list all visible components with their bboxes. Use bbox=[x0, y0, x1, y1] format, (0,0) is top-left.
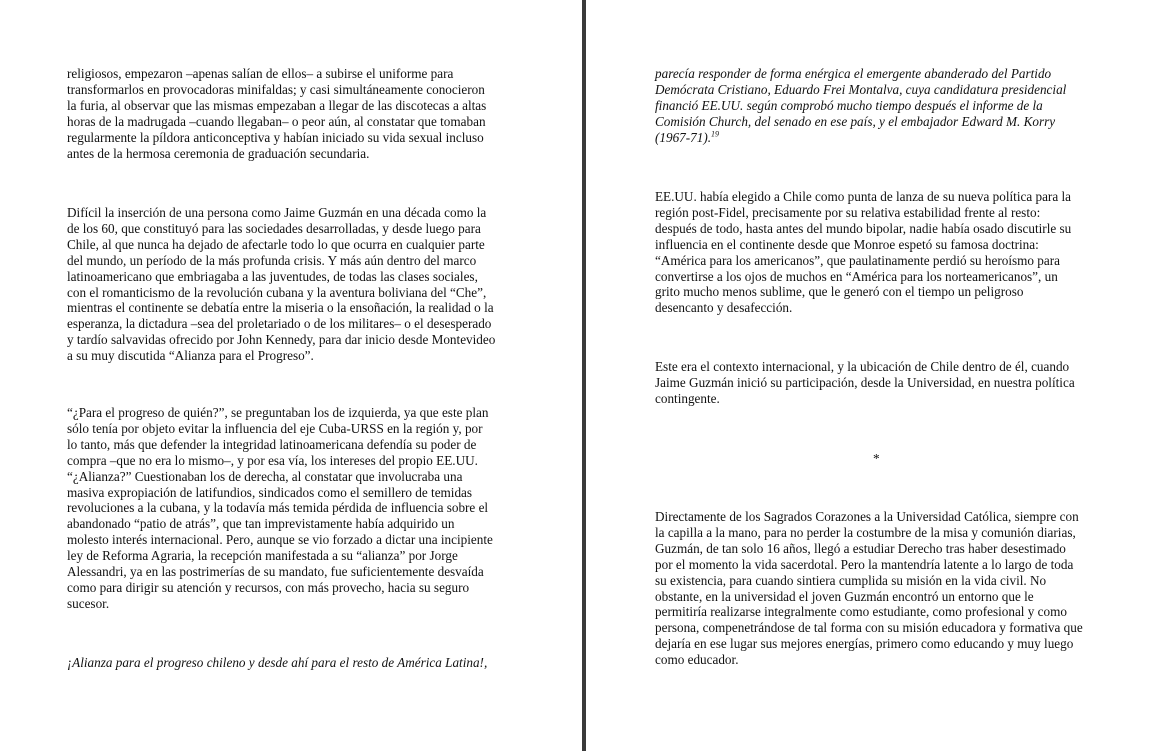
left-page bbox=[0, 0, 582, 751]
right-page bbox=[586, 0, 1168, 751]
paragraph-religiosos: religiosos, empezaron –apenas salían de ellos– a subirse el uniforme para transformarlos en provocadoras minifaldas; y casi simultáneamente conocieron la furia, al observar que las mismas empezaban a llegar de las discotecas a altas horas de la madrugada –cuando llegaban– o peor aún, al constatar que tomaban regularmente la píldora anticonceptiva y habían iniciado su vida sexual incluso antes de la hermosa ceremonia de graduación secundaria. bbox=[67, 66, 487, 161]
paragraph-progreso-de-quien: “¿Para el progreso de quién?”, se preguntaban los de izquierda, ya que este plan sólo tenía por objeto evitar la influencia del eje Cuba-URSS en la región y, por lo tanto, más que defender la integridad latinoamericana defendía su poder de compra –que no era lo mismo–, y por esa vía, los intereses del propio EE.UU. “¿Alianza?” Cuestionaban los de derecha, al constatar que involucraba una masiva expropiación de latifundios, sindicados como el semillero de temidas revoluciones a la cubana, y la todavía más temida pérdida de influencia sobre el abandonado “patio de atrás”, que tan imprevistamente había adquirido un molesto interés internacional. Pero, aunque se vio forzado a dictar una incipiente ley de Reforma Agraria, la recepción manifestada a su “alianza” por Jorge Alessandri, ya en las postrimerías de su mandato, fue suficientemente desvaída como para dirigir su atención y recursos, con más provecho, hacia su seguro sucesor. bbox=[67, 405, 493, 611]
paragraph-eeuu-chile: EE.UU. había elegido a Chile como punta de lanza de su nueva política para la región post-Fidel, precisamente por su relativa estabilidad frente al resto: después de todo, hasta antes del mundo bipolar, nadie había osado discutirle su influencia en el continente desde que Monroe espetó su famosa doctrina: “América para los americanos”, que paulatinamente perdió su heroísmo para convertirse a los ojos de muchos en “América para los norteamericanos”, un grito mucho menos sublime, que le generó con el tiempo un peligroso desencanto y desafección. bbox=[655, 189, 1072, 316]
section-separator-asterisk: * bbox=[873, 451, 880, 466]
paragraph-sagrados-corazones: Directamente de los Sagrados Corazones a la Universidad Católica, siempre con la capilla a la mano, para no perder la costumbre de la misa y comunión diarias, Guzmán, de tan solo 16 años, llegó a estudiar Derecho tras haber desestimado por el momento la vida sacerdotal. Pero la mantendría latente a lo largo de toda su existencia, para cuando sintiera cumplida su misión en la vida civil. No obstante, en la universidad el joven Guzmán encontró un entorno que le permitiría realizarse integralmente como estudiante, como profesional y como persona, compenetrándose de tal forma con su misión educadora y formativa que dejaría en ese lugar sus mejores energías, primero como educando y muy luego como educador. bbox=[655, 509, 1083, 668]
paragraph-frei-montalva bbox=[655, 66, 1066, 146]
paragraph-alianza-progreso-chileno: ¡Alianza para el progreso chileno y desde ahí para el resto de América Latina!, bbox=[67, 655, 488, 670]
footnote-reference: 19 bbox=[711, 129, 720, 139]
paragraph-frei-montalva-text: parecía responder de forma enérgica el emergente abanderado del Partido Demócrata Cristiano, Eduardo Frei Montalva, cuya candidatura presidencial financió EE.UU. según comprobó mucho tiempo después el informe de la Comisión Church, del senado en ese país, y el embajador Edward M. Korry (1967-71). bbox=[655, 66, 1067, 145]
paragraph-contexto-internacional: Este era el contexto internacional, y la ubicación de Chile dentro de él, cuando Jaime Guzmán inició su participación, desde la Universidad, en nuestra política contingente. bbox=[655, 359, 1075, 406]
paragraph-insercion-guzman: Difícil la inserción de una persona como Jaime Guzmán en una década como la de los 60, que constituyó para las sociedades desarrolladas, y desde luego para Chile, al que nunca ha dejado de afectarle todo lo que ocurra en cualquier parte del mundo, un período de la más profunda crisis. Y más aún dentro del marco latinoamericano que embriagaba a las juventudes, de todas las clases sociales, con el romanticismo de la revolución cubana y la aventura boliviana del “Che”, mientras el continente se debatía entre la miseria o la ensoñación, la realidad o la esperanza, la dictadura –sea del proletariado o de los militares– o el desesperado y tardío salvavidas ofrecido por John Kennedy, para dar inicio desde Montevideo a su muy discutida “Alianza para el Progreso”. bbox=[67, 205, 496, 364]
